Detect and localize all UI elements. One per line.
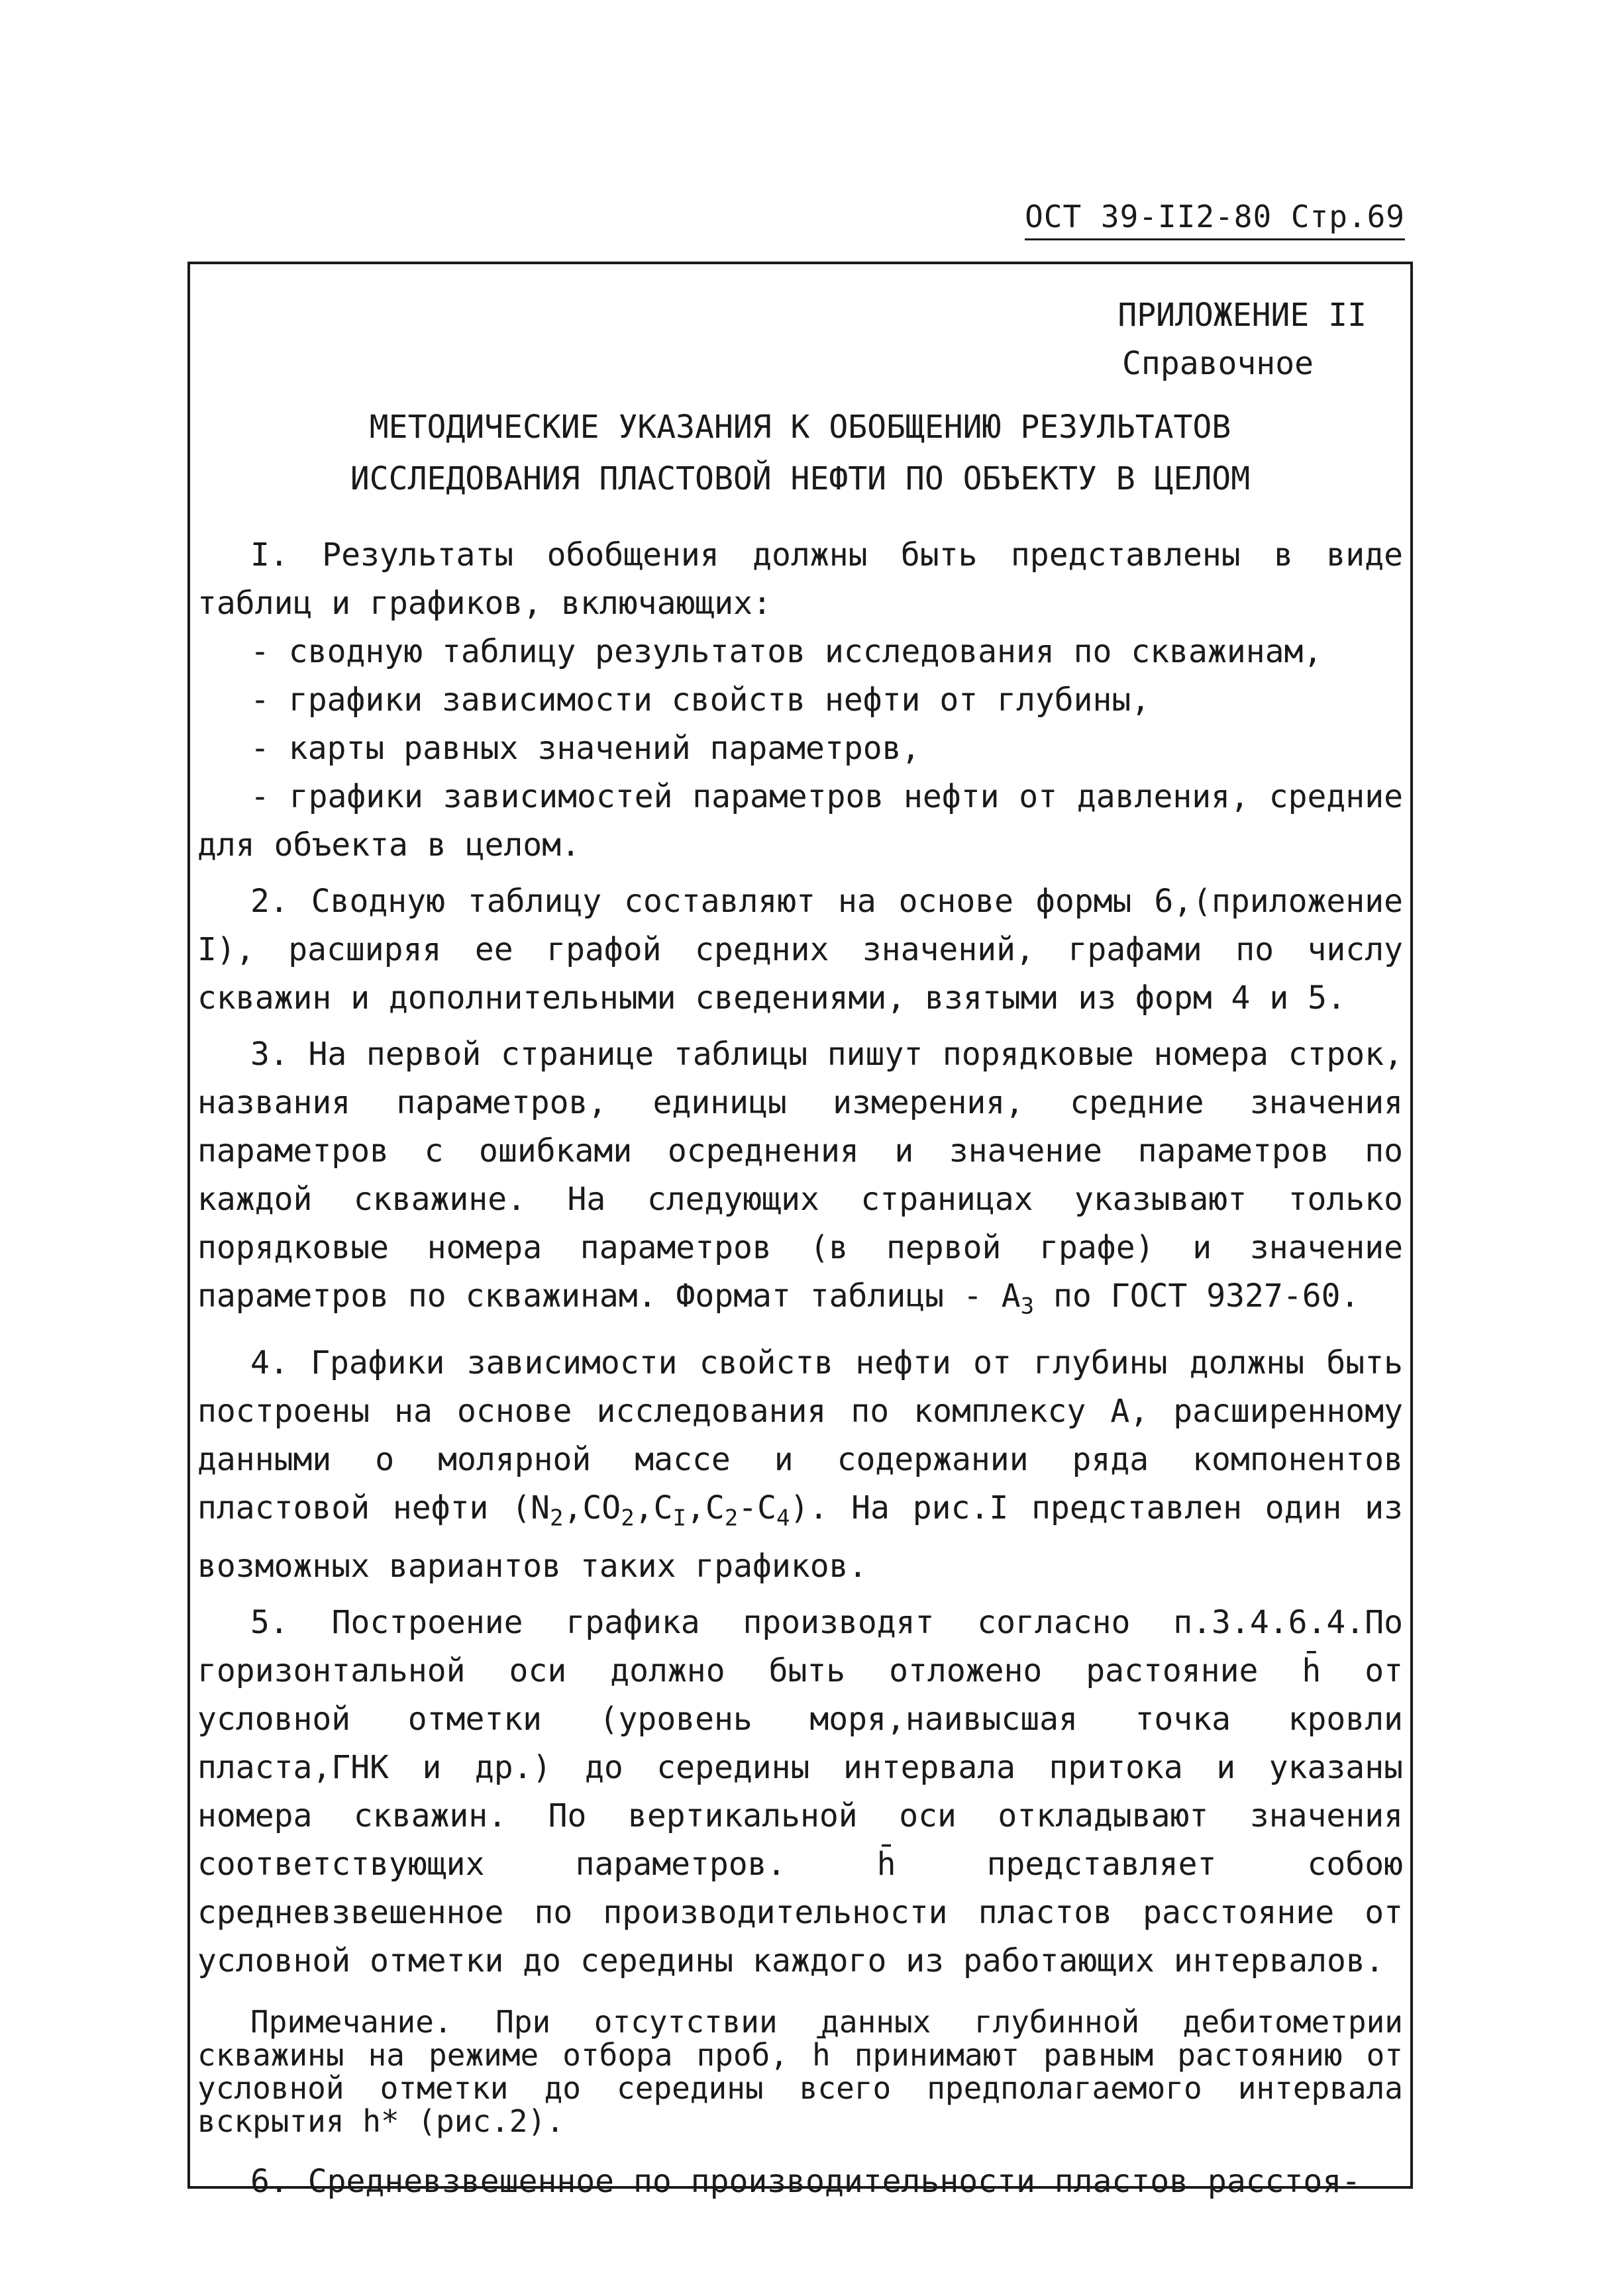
appendix-label: ПРИЛОЖЕНИЕ II <box>1117 297 1367 334</box>
title-line-2: ИССЛЕДОВАНИЯ ПЛАСТОВОЙ НЕФТИ ПО ОБЪЕКТУ В ЦЕЛОМ <box>350 460 1251 497</box>
paragraph-4-text-4: ,C <box>686 1489 725 1526</box>
paragraph-1-intro: I. Результаты обобщения должны быть представлены в виде таблиц и графиков, включающих: <box>197 536 1403 622</box>
paragraph-2: 2. Сводную таблицу составляют на основе формы 6,(приложение I), расширяя ее графой средних значений, графами по числу скважин и дополнительными сведениями, взятыми из форм 4 и 5. <box>197 883 1403 1017</box>
paragraph-1-item-1: - сводную таблицу результатов исследования по скважинам, <box>250 633 1323 670</box>
paragraph-3-end: по ГОСТ 9327-60. <box>1034 1277 1360 1315</box>
document-title <box>197 401 1403 505</box>
document-code-header: ОСТ 39-II2-80 Стр.69 <box>1025 199 1405 240</box>
title-line-1: МЕТОДИЧЕСКИЕ УКАЗАНИЯ К ОБОБЩЕНИЮ РЕЗУЛЬТАТОВ <box>369 409 1231 446</box>
paragraph-4-text-2: ,CO <box>563 1489 621 1526</box>
paragraph-4-text-3: ,C <box>634 1489 673 1526</box>
paragraph-4-sub-1: 2 <box>550 1505 564 1532</box>
paragraph-3 <box>197 1030 1403 1331</box>
paragraph-4 <box>197 1339 1403 1591</box>
paragraph-3-sub: 3 <box>1020 1293 1035 1320</box>
paragraph-4-sub-4: 2 <box>724 1505 739 1532</box>
appendix-heading <box>197 291 1403 388</box>
paragraph-3-text: 3. На первой странице таблицы пишут порядковые номера строк, названия параметров, единицы измерения, средние значения параметров с ошибками осреднения и значение параметров по каждой скважине. На следующих страницах указывают только порядковые номера параметров (в первой графе) и значение параметров по скважинам. Формат таблицы - А <box>197 1036 1403 1315</box>
paragraph-1 <box>197 531 1403 870</box>
paragraph-6: 6. Средневзвешенное по производительности пластов расстоя- <box>250 2163 1361 2201</box>
page-content <box>197 291 1403 2214</box>
paragraph-1-item-2: - графики зависимости свойств нефти от глубины, <box>250 681 1151 719</box>
paragraph-4-sub-3: I <box>672 1505 686 1532</box>
paragraph-4-sub-5: 4 <box>776 1505 790 1532</box>
paragraph-1-item-3: - карты равных значений параметров, <box>250 730 921 767</box>
paragraph-1-item-4: - графики зависимостей параметров нефти от давления, средние для объекта в целом. <box>197 778 1403 864</box>
paragraph-4-sub-2: 2 <box>621 1505 635 1532</box>
paragraph-4-text-1: 4. Графики зависимости свойств нефти от глубины должны быть построены на основе исследования по комплексу А, расширенному данными о молярной массе и содержании ряда компонентов пластовой нефти (N <box>197 1344 1403 1526</box>
paragraph-4-text-5: -C <box>738 1489 777 1526</box>
appendix-type: Справочное <box>1122 345 1314 382</box>
paragraph-5: 5. Построение графика производят согласно п.3.4.6.4.По горизонтальной оси должно быть отложено растояние h̄ от условной отметки (уровень моря,наивысшая точка кровли пласта,ГНК и др.) до середины интервала притока и указаны номера скважин. По вертикальной оси откладывают значения соответствующих параметров. h̄ представляет собою средневзвешенное по производительности пластов расстояние от условной отметки до середины каждого из работающих интервалов. <box>197 1604 1403 1980</box>
paragraph-4-text-6: ). На рис.I представлен один из возможных вариантов таких графиков. <box>197 1489 1403 1585</box>
note: Примечание. При отсутствии данных глубинной дебитометрии скважины на режиме отбора проб, h̄ принимают равным растоянию от условной отметки до середины всего предполагаемого интервала вскрытия h* (рис.2). <box>197 2004 1403 2140</box>
